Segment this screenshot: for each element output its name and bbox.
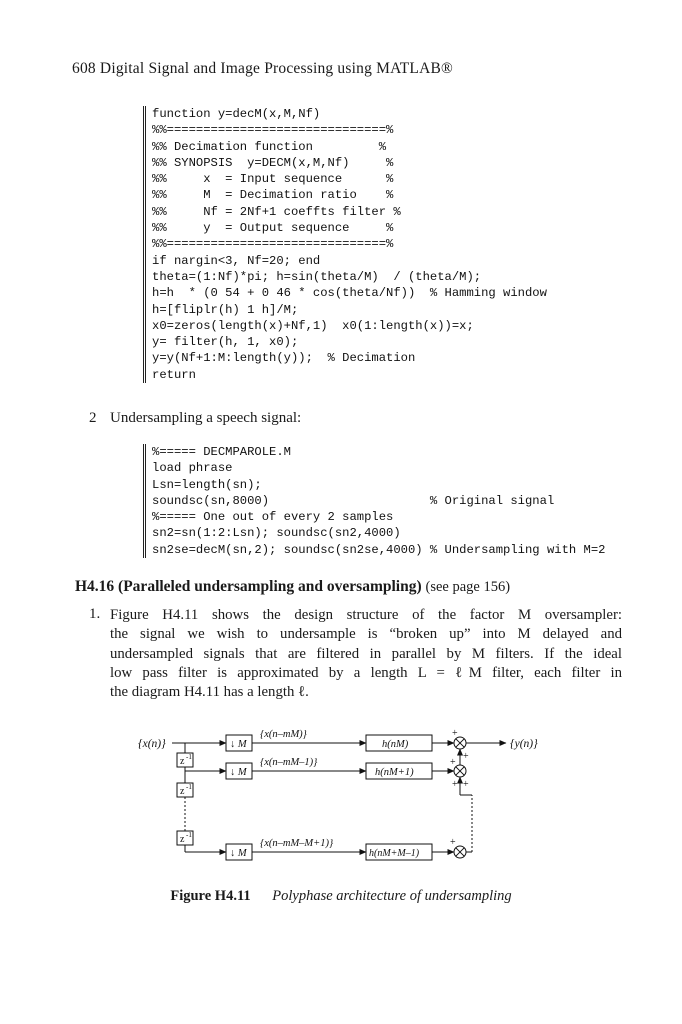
code-listing-decm <box>143 106 547 383</box>
plus-sign: + <box>463 751 469 762</box>
code-line: theta=(1:Nf)*pi; h=sin(theta/M) / (theta/M); <box>152 269 482 284</box>
code-line: function y=decM(x,M,Nf) <box>152 107 321 121</box>
delay-z: z <box>180 834 185 845</box>
code-line: h=h * (0 54 + 0 46 * cos(theta/Nf)) % Hamming window <box>152 286 547 301</box>
section-title <box>75 578 510 596</box>
code-line: %% y = Output sequence % <box>152 221 394 236</box>
downsampler-label: ↓ M <box>230 848 247 859</box>
polyphase-diagram <box>120 728 580 875</box>
code-line: %% SYNOPSIS y=DECM(x,M,Nf) % <box>152 155 394 170</box>
code-line: Lsn=length(sn); <box>152 477 262 492</box>
section-page-ref: (see page 156) <box>425 579 511 595</box>
para-number: 1. <box>89 606 101 622</box>
running-header: 608 Digital Signal and Image Processing using MATLAB® <box>72 60 453 77</box>
delay-exp: -1 <box>186 783 192 791</box>
plus-sign: + <box>452 728 458 739</box>
filter-label: h(nM+1) <box>375 767 414 778</box>
paragraph-line: the diagram H4.11 has a length ℓ. <box>110 684 309 701</box>
code-line: soundsc(sn,8000) % Original signal <box>152 493 555 508</box>
figure-caption <box>0 888 682 905</box>
branch-signal: {x(n–mM–M+1)} <box>260 838 334 849</box>
plus-sign: + <box>463 779 469 790</box>
downsampler-label: ↓ M <box>230 767 247 778</box>
output-label: {y(n)} <box>510 738 538 750</box>
filter-label: h(nM+M–1) <box>369 848 420 859</box>
code-line: y= filter(h, 1, x0); <box>152 335 299 350</box>
caption-text: Polyphase architecture of undersampling <box>272 888 512 904</box>
paragraph-line: low pass filter is approximated by a length L = ℓM filter, each filter in <box>110 664 622 681</box>
code-line: load phrase <box>152 461 233 476</box>
diagram-svg <box>120 728 580 870</box>
paragraph-line: undersampled signals that are filtered in parallel by M filters. If the ideal <box>110 645 622 662</box>
code-line: %===== One out of every 2 samples <box>152 510 394 525</box>
code-line: %===== DECMPAROLE.M <box>152 445 291 459</box>
code-line: y=y(Nf+1:M:length(y)); % Decimation <box>152 351 416 366</box>
filter-label: h(nM) <box>382 739 409 750</box>
plus-sign: + <box>450 837 456 848</box>
delay-exp: -1 <box>186 831 192 839</box>
branch-signal: {x(n–mM–1)} <box>260 757 318 768</box>
input-label: {x(n)} <box>138 738 166 750</box>
plus-sign: + <box>450 757 456 768</box>
paragraph <box>110 606 622 702</box>
code-line: return <box>152 367 196 382</box>
code-line: h=[fliplr(h) 1 h]/M; <box>152 302 299 317</box>
downsampler-label: ↓ M <box>230 739 247 750</box>
code-line: %% Decimation function % <box>152 139 387 154</box>
item-number: 2 <box>89 410 97 426</box>
plus-sign: + <box>452 779 458 790</box>
code-line: sn2se=decM(sn,2); soundsc(sn2se,4000) % Undersampling with M=2 <box>152 542 606 557</box>
code-line: sn2=sn(1:2:Lsn); soundsc(sn2,4000) <box>152 526 401 541</box>
section-title-text: H4.16 (Paralleled undersampling and oversampling) <box>75 578 422 595</box>
delay-z: z <box>180 756 185 767</box>
code-listing-decmparole <box>143 444 605 558</box>
delay-z: z <box>180 786 185 797</box>
code-line: if nargin<3, Nf=20; end <box>152 253 321 268</box>
paragraph-line: Figure H4.11 shows the design structure of the factor M oversampler: <box>110 607 622 623</box>
code-line: %% x = Input sequence % <box>152 172 394 187</box>
caption-label: Figure H4.11 <box>170 888 251 904</box>
branch-signal: {x(n–mM)} <box>260 729 307 740</box>
code-line: x0=zeros(length(x)+Nf,1) x0(1:length(x))=x; <box>152 318 474 333</box>
paragraph-line: the signal we wish to undersample is “broken up” into M delayed and <box>110 626 622 643</box>
code-line: %%==============================% <box>152 237 394 252</box>
code-line: %%==============================% <box>152 123 394 138</box>
delay-exp: -1 <box>186 753 192 761</box>
item-text: Undersampling a speech signal: <box>110 410 302 426</box>
code-line: %% Nf = 2Nf+1 coeffts filter % <box>152 204 401 219</box>
code-line: %% M = Decimation ratio % <box>152 188 394 203</box>
